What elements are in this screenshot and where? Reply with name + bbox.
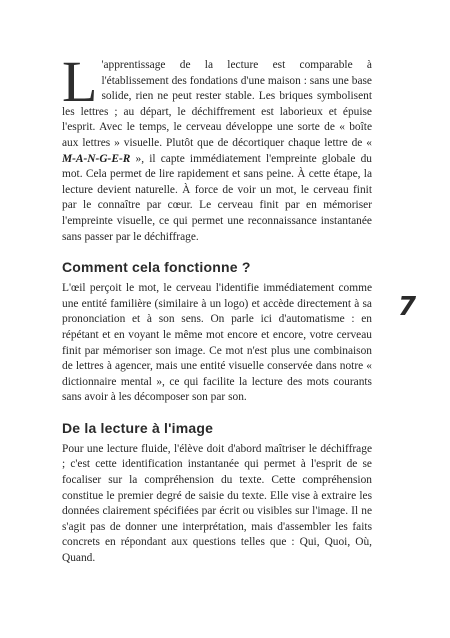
section-body-how-it-works: L'œil perçoit le mot, le cerveau l'identifie immédiatement comme une entité familière (similaire à un logo) et accède directement à sa prononciation et à son sens. On parle ici d'automatisme : en répétant et en voyant le même mot encore et encore, votre cerveau finit par mémoriser son image. Ce mot n'est plus une combinaison de lettres à agencer, mais une entité visuelle conservée dans notre « dictionnaire mental », ce qui facilite la lecture des mots courants sans avoir à les décomposer son par son.	[62, 282, 372, 404]
drop-cap: L	[62, 49, 98, 114]
section-heading-how-it-works: Comment cela fonctionne ?	[62, 259, 251, 276]
intro-text-after: », il capte immédiatement l'empreinte globale du mot. Cela permet de lire rapidement et sans peine. À cette étape, la lecture devient naturelle. À force de voir un mot, le cerveau finit par le connaître par cœur. Le cerveau finit par en mémoriser l'empreinte visuelle, ce qui permet une reconnaissance instantanée sans passer par le déchiffrage.	[62, 152, 372, 243]
intro-paragraph	[62, 49, 372, 245]
text-column	[62, 49, 372, 567]
emphasized-word: M-A-N-G-E-R	[62, 152, 131, 165]
intro-text-before: 'apprentissage de la lecture est comparable à l'établissement des fondations d'une maison : sans une base solide, rien ne peut rester stable. Les briques symbolisent les lettres ; au départ, le déchiffrement est laborieux et épuise l'esprit. Avec le temps, le cerveau développe une sorte de « boîte aux lettres » visuelle. Plutôt que de décortiquer chaque lettre de «	[62, 59, 372, 149]
page-number: 7	[398, 292, 417, 322]
section-heading-reading-to-image: De la lecture à l'image	[62, 419, 214, 436]
section-body-reading-to-image: Pour une lecture fluide, l'élève doit d'abord maîtriser le déchiffrage ; c'est cette identification instantanée qui permet à l'esprit de se focaliser sur la compréhension du texte. Cette compréhension constitue le premier degré de saisie du texte. Elle vise à extraire les données clairement spécifiées par écrit ou visibles sur l'image. Il ne s'agit pas de donner une interprétation, mais d'assembler les faits concrets en répondant aux questions telles que : Qui, Quoi, Où, Quand.	[62, 442, 372, 565]
